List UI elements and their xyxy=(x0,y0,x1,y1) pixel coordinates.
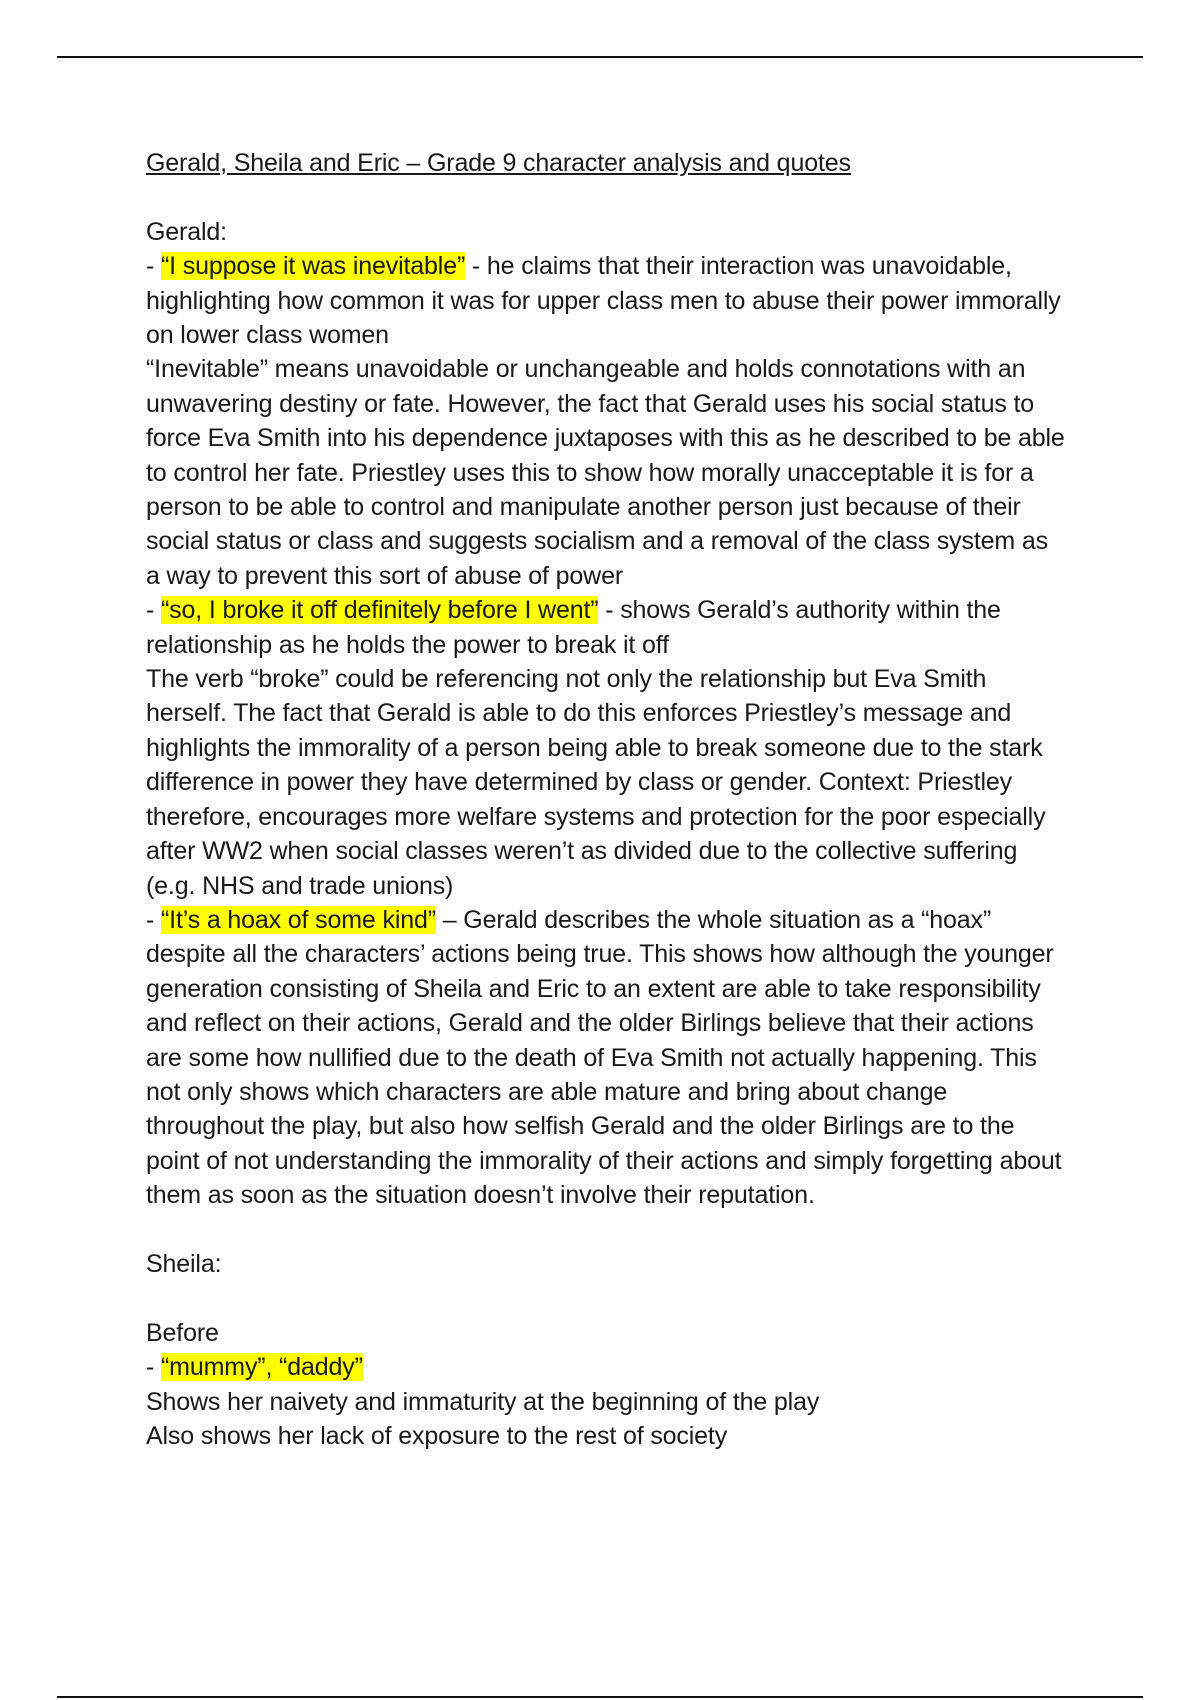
gerald-heading: Gerald: xyxy=(146,217,227,246)
highlighted-quote: “It’s a hoax of some kind” xyxy=(160,905,436,934)
quote-explanation: – Gerald describes the whole situation as a “hoax” despite all the characters’ actions being true. This shows how although the younger generation consisting of Sheila and Eric to an extent are able to take responsibility and reflect on their actions, Gerald and the older Birlings believe that their actions are some how nullified due to the death of Eva Smith not actually happening. This not only shows which characters are able mature and bring about change throughout the play, but also how selfish Gerald and the older Birlings are to the point of not understanding the immorality of their actions and simply forgetting about them as soon as the situation doesn’t involve their reputation. xyxy=(146,905,1062,1210)
sheila-subheading: Before xyxy=(146,1318,219,1347)
bullet-dash: - xyxy=(146,596,161,625)
bullet-dash: - xyxy=(146,1353,161,1382)
highlighted-quote: “I suppose it was inevitable” xyxy=(160,252,466,281)
header-rule xyxy=(57,56,1143,58)
highlighted-quote: “mummy”, “daddy” xyxy=(160,1353,363,1382)
sheila-heading: Sheila: xyxy=(146,1249,222,1278)
bullet-dash: - xyxy=(146,252,161,281)
bullet-dash: - xyxy=(146,905,161,934)
quote-explanation: - he claims that their interaction was unavoidable, highlighting how common it was for upper class men to abuse their power immorally on lower class women xyxy=(146,252,1061,350)
document-title: Gerald, Sheila and Eric – Grade 9 character analysis and quotes xyxy=(146,149,851,177)
document-page xyxy=(146,146,1066,1453)
highlighted-quote: “so, I broke it off definitely before I went” xyxy=(160,596,599,625)
sheila-analysis-line-1: Shows her naivety and immaturity at the beginning of the play xyxy=(146,1387,820,1416)
gerald-quote-1 xyxy=(146,249,1066,352)
paragraph-gap xyxy=(146,1213,1066,1247)
sheila-analysis-line-2: Also shows her lack of exposure to the rest of society xyxy=(146,1421,728,1450)
gerald-quote-3 xyxy=(146,903,1066,1213)
sheila-quote-1 xyxy=(146,1350,1066,1384)
gerald-analysis-1: “Inevitable” means unavoidable or unchangeable and holds connotations with an unwavering destiny or fate. However, the fact that Gerald uses his social status to force Eva Smith into his dependence juxtaposes with this as he described to be able to control her fate. Priestley uses this to show how morally unacceptable it is for a person to be able to control and manipulate another person just because of their social status or class and suggests socialism and a removal of the class system as a way to prevent this sort of abuse of power xyxy=(146,355,1065,590)
gerald-analysis-2: The verb “broke” could be referencing not only the relationship but Eva Smith herself. The fact that Gerald is able to do this enforces Priestley’s message and highlights the immorality of a person being able to break someone due to the stark difference in power they have determined by class or gender. Context: Priestley therefore, encourages more welfare systems and protection for the poor especially after WW2 when social classes weren’t as divided due to the collective suffering (e.g. NHS and trade unions) xyxy=(146,665,1046,900)
paragraph-gap xyxy=(146,1281,1066,1315)
footer-rule xyxy=(57,1696,1143,1698)
quote-explanation: - shows Gerald’s authority within the relationship as he holds the power to break it off xyxy=(146,596,1001,659)
gerald-quote-2 xyxy=(146,593,1066,662)
